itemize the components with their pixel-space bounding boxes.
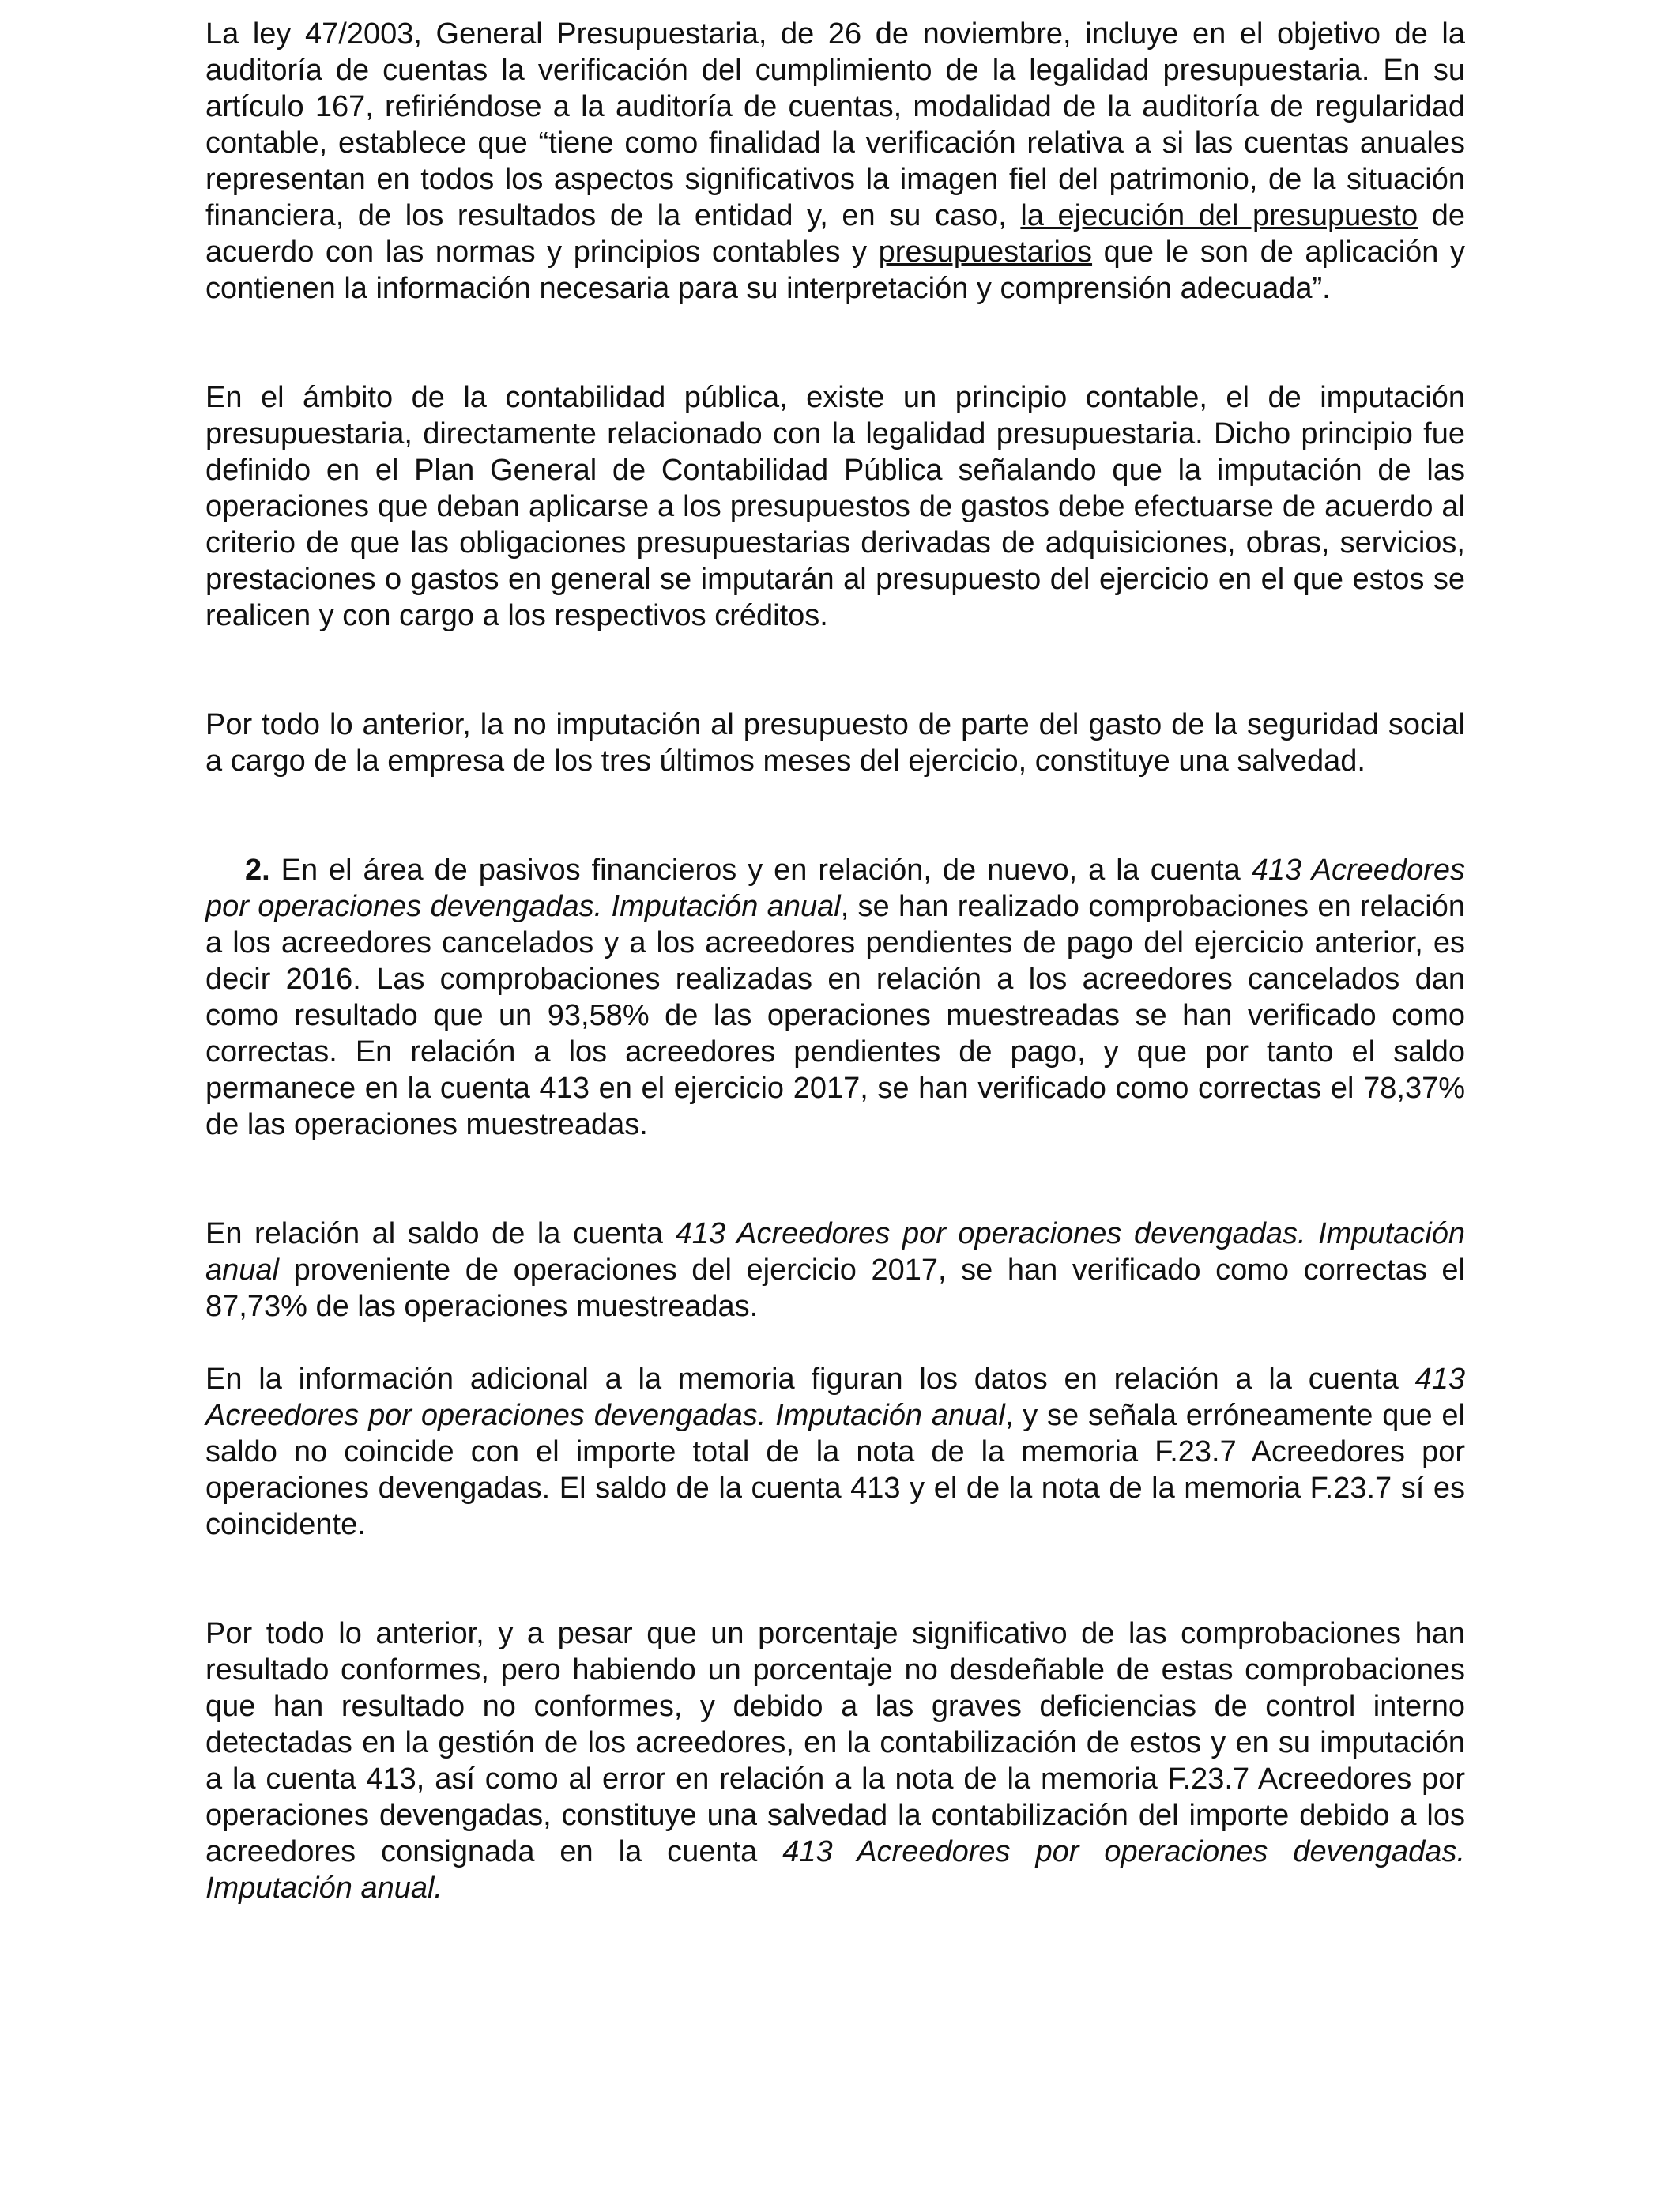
paragraph-text: que le son de aplicación y contienen la información necesaria para su interpretación y comprensión adecuada”. <box>205 236 1465 305</box>
paragraph-text: proveniente de operaciones del ejercicio 2017, se han verificado como correctas el 87,73% de las operaciones muestreadas. <box>205 1253 1465 1323</box>
italic-account-name: 413 Acreedores por operaciones devengadas. Imputación anual <box>205 1363 1465 1432</box>
paragraph-saldo-cuenta-413 <box>205 1216 1465 1325</box>
paragraph-text: La ley 47/2003, General Presupuestaria, de 26 de noviembre, incluye en el objetivo de la auditoría de cuentas la verificación del cumplimiento de la legalidad presupuestaria. En su artículo 167, refiriéndose a la auditoría de cuentas, modalidad de la auditoría de regularidad contable, establece que “tiene como finalidad la verificación relativa a si las cuentas anuales representan en todos los aspectos significativos la imagen fiel del patrimonio, de la situación financiera, de los resultados de la entidad y, en su caso, <box>205 17 1465 232</box>
paragraph-imputacion-presupuestaria: En el ámbito de la contabilidad pública, existe un principio contable, el de imputación presupuestaria, directamente relacionado con la legalidad presupuestaria. Dicho principio fue definido en el Plan General de Contabilidad Pública señalando que la imputación de las operaciones que deban aplicarse a los presupuestos de gastos debe efectuarse de acuerdo al criterio de que las obligaciones presupuestarias derivadas de adquisiciones, obras, servicios, prestaciones o gastos en general se imputarán al presupuesto del ejercicio en el que estos se realicen y con cargo a los respectivos créditos. <box>205 381 1465 632</box>
paragraph-text: de acuerdo con las normas y principios contables y <box>205 199 1465 269</box>
paragraph-text: En relación al saldo de la cuenta <box>205 1217 676 1250</box>
paragraph-pasivos-financieros <box>205 852 1465 1143</box>
paragraph-salvedad-seguridad-social: Por todo lo anterior, la no imputación al presupuesto de parte del gasto de la seguridad social a cargo de la empresa de los tres últimos meses del ejercicio, constituye una salvedad. <box>205 708 1465 778</box>
paragraph-informacion-adicional-memoria <box>205 1361 1465 1543</box>
paragraph-text: En el área de pasivos financieros y en relación, de nuevo, a la cuenta <box>269 854 1252 887</box>
paragraph-text: , y se señala erróneamente que el saldo no coincide con el importe total de la nota de la memoria F.23.7 Acreedores por operaciones devengadas. El saldo de la cuenta 413 y el de la nota de la memoria F.23.7 sí es coincidente. <box>205 1399 1465 1541</box>
italic-account-name: 413 Acreedores por operaciones devengadas. Imputación anual <box>205 1217 1465 1287</box>
paragraph-text: En la información adicional a la memoria figuran los datos en relación a la cuenta <box>205 1363 1415 1396</box>
paragraph-text: , se han realizado comprobaciones en relación a los acreedores cancelados y a los acreedores pendientes de pago del ejercicio anterior, es decir 2016. Las comprobaciones realizadas en relación a los acreedores cancelados dan como resultado que un 93,58% de las operaciones muestreadas se han verificado como correctas. En relación a los acreedores pendientes de pago, y que por tanto el saldo permanece en la cuenta 413 en el ejercicio 2017, se han verificado como correctas el 78,37% de las operaciones muestreadas. <box>205 890 1466 1141</box>
paragraph-salvedad-acreedores <box>205 1615 1465 1906</box>
document-page <box>205 16 1465 1906</box>
paragraph-ley-general-presupuestaria <box>205 16 1465 307</box>
item-number: 2. <box>245 854 270 887</box>
italic-account-name: 413 Acreedores por operaciones devengadas. Imputación anual <box>205 854 1465 923</box>
underlined-text: la ejecución del presupuesto <box>1020 199 1418 232</box>
paragraph-text: Por todo lo anterior, y a pesar que un porcentaje significativo de las comprobaciones han resultado conformes, pero habiendo un porcentaje no desdeñable de estas comprobaciones que han resultado no conformes, y debido a las graves deficiencias de control interno detectadas en la gestión de los acreedores, en la contabilización de estos y en su imputación a la cuenta 413, así como al error en relación a la nota de la memoria F.23.7 Acreedores por operaciones devengadas, constituye una salvedad la contabilización del importe debido a los acreedores consignada en la cuenta <box>205 1617 1465 1868</box>
underlined-text: presupuestarios <box>878 236 1093 269</box>
italic-account-name: 413 Acreedores por operaciones devengadas. Imputación anual. <box>205 1835 1465 1905</box>
